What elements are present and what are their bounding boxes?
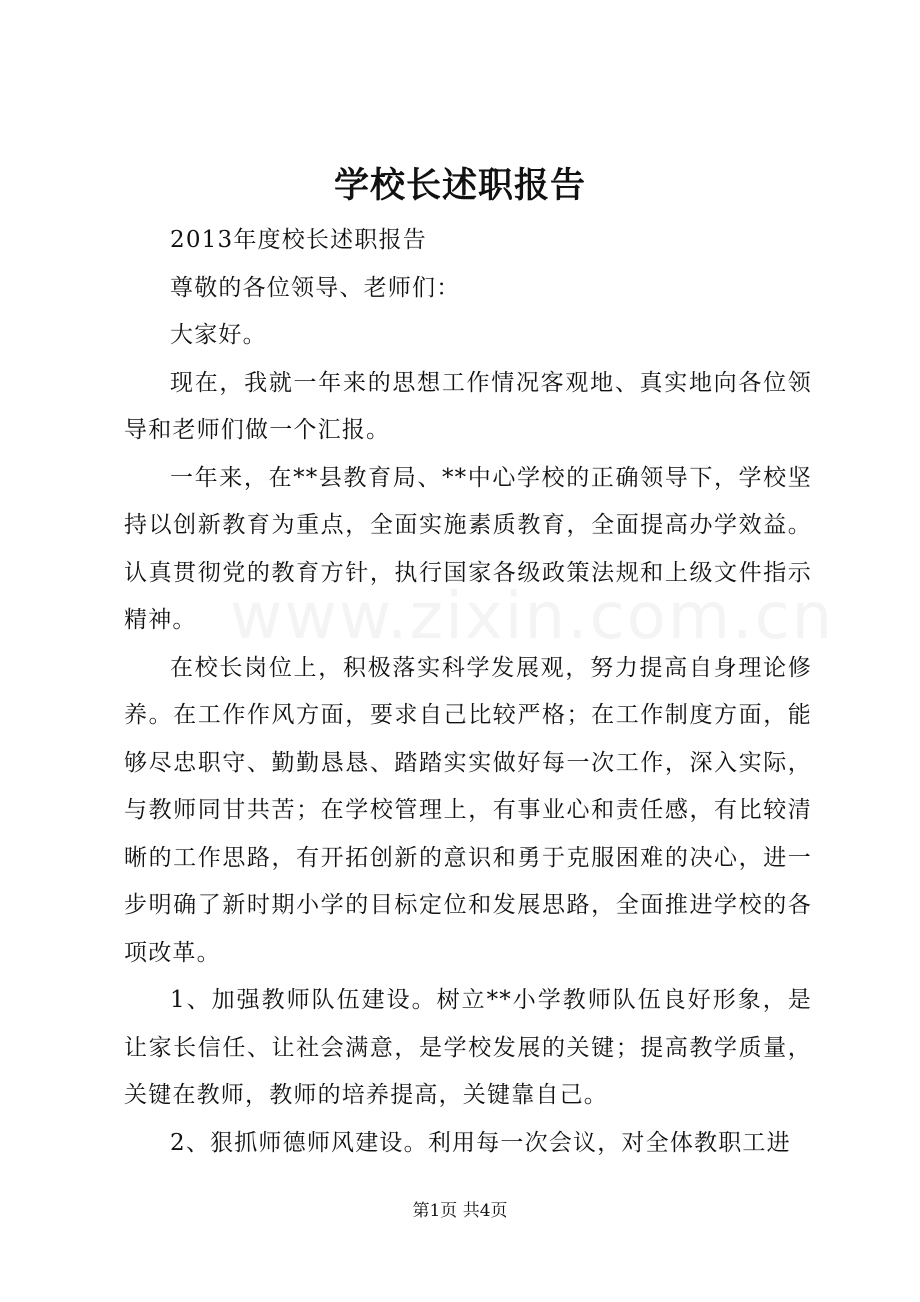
- paragraph-overview: 一年来，在**县教育局、**中心学校的正确领导下，学校坚持以创新教育为重点，全面实施素质教育，全面提高办学效益。认真贯彻党的教育方针，执行国家各级政策法规和上级文件指示精神。: [124, 464, 812, 633]
- paragraph-item-2: 2、狠抓师德师风建设。利用每一次会议，对全体教职工进: [170, 1129, 791, 1156]
- paragraph-position: 在校长岗位上，积极落实科学发展观，努力提高自身理论修养。在工作作风方面，要求自己比较严格；在工作制度方面，能够尽忠职守、勤勤恳恳、踏踏实实做好每一次工作，深入实际，与教师同甘共苦；在学校管理上，有事业心和责任感，有比较清晰的工作思路，有开拓创新的意识和勇于克服困难的决心，进一步明确了新时期小学的目标定位和发展思路，全面推进学校的各项改革。: [124, 654, 812, 966]
- document-title: 学校长述职报告: [333, 165, 586, 206]
- paragraph-intro: 现在，我就一年来的思想工作情况客观地、真实地向各位领导和老师们做一个汇报。: [124, 369, 812, 443]
- page-footer: 第1页 共4页: [412, 1201, 508, 1221]
- watermark: www.zixin.com.cn: [230, 580, 835, 654]
- paragraph-report-subtitle: 2013年度校长述职报告: [170, 227, 427, 253]
- paragraph-greeting: 大家好。: [170, 322, 267, 348]
- paragraph-salutation: 尊敬的各位领导、老师们：: [170, 274, 461, 301]
- paragraph-item-1: 1、加强教师队伍建设。树立**小学教师队伍良好形象，是让家长信任、让社会满意，是学校发展的关键；提高教学质量，关键在教师，教师的培养提高，关键靠自己。: [124, 987, 812, 1108]
- document-body: [124, 217, 835, 1167]
